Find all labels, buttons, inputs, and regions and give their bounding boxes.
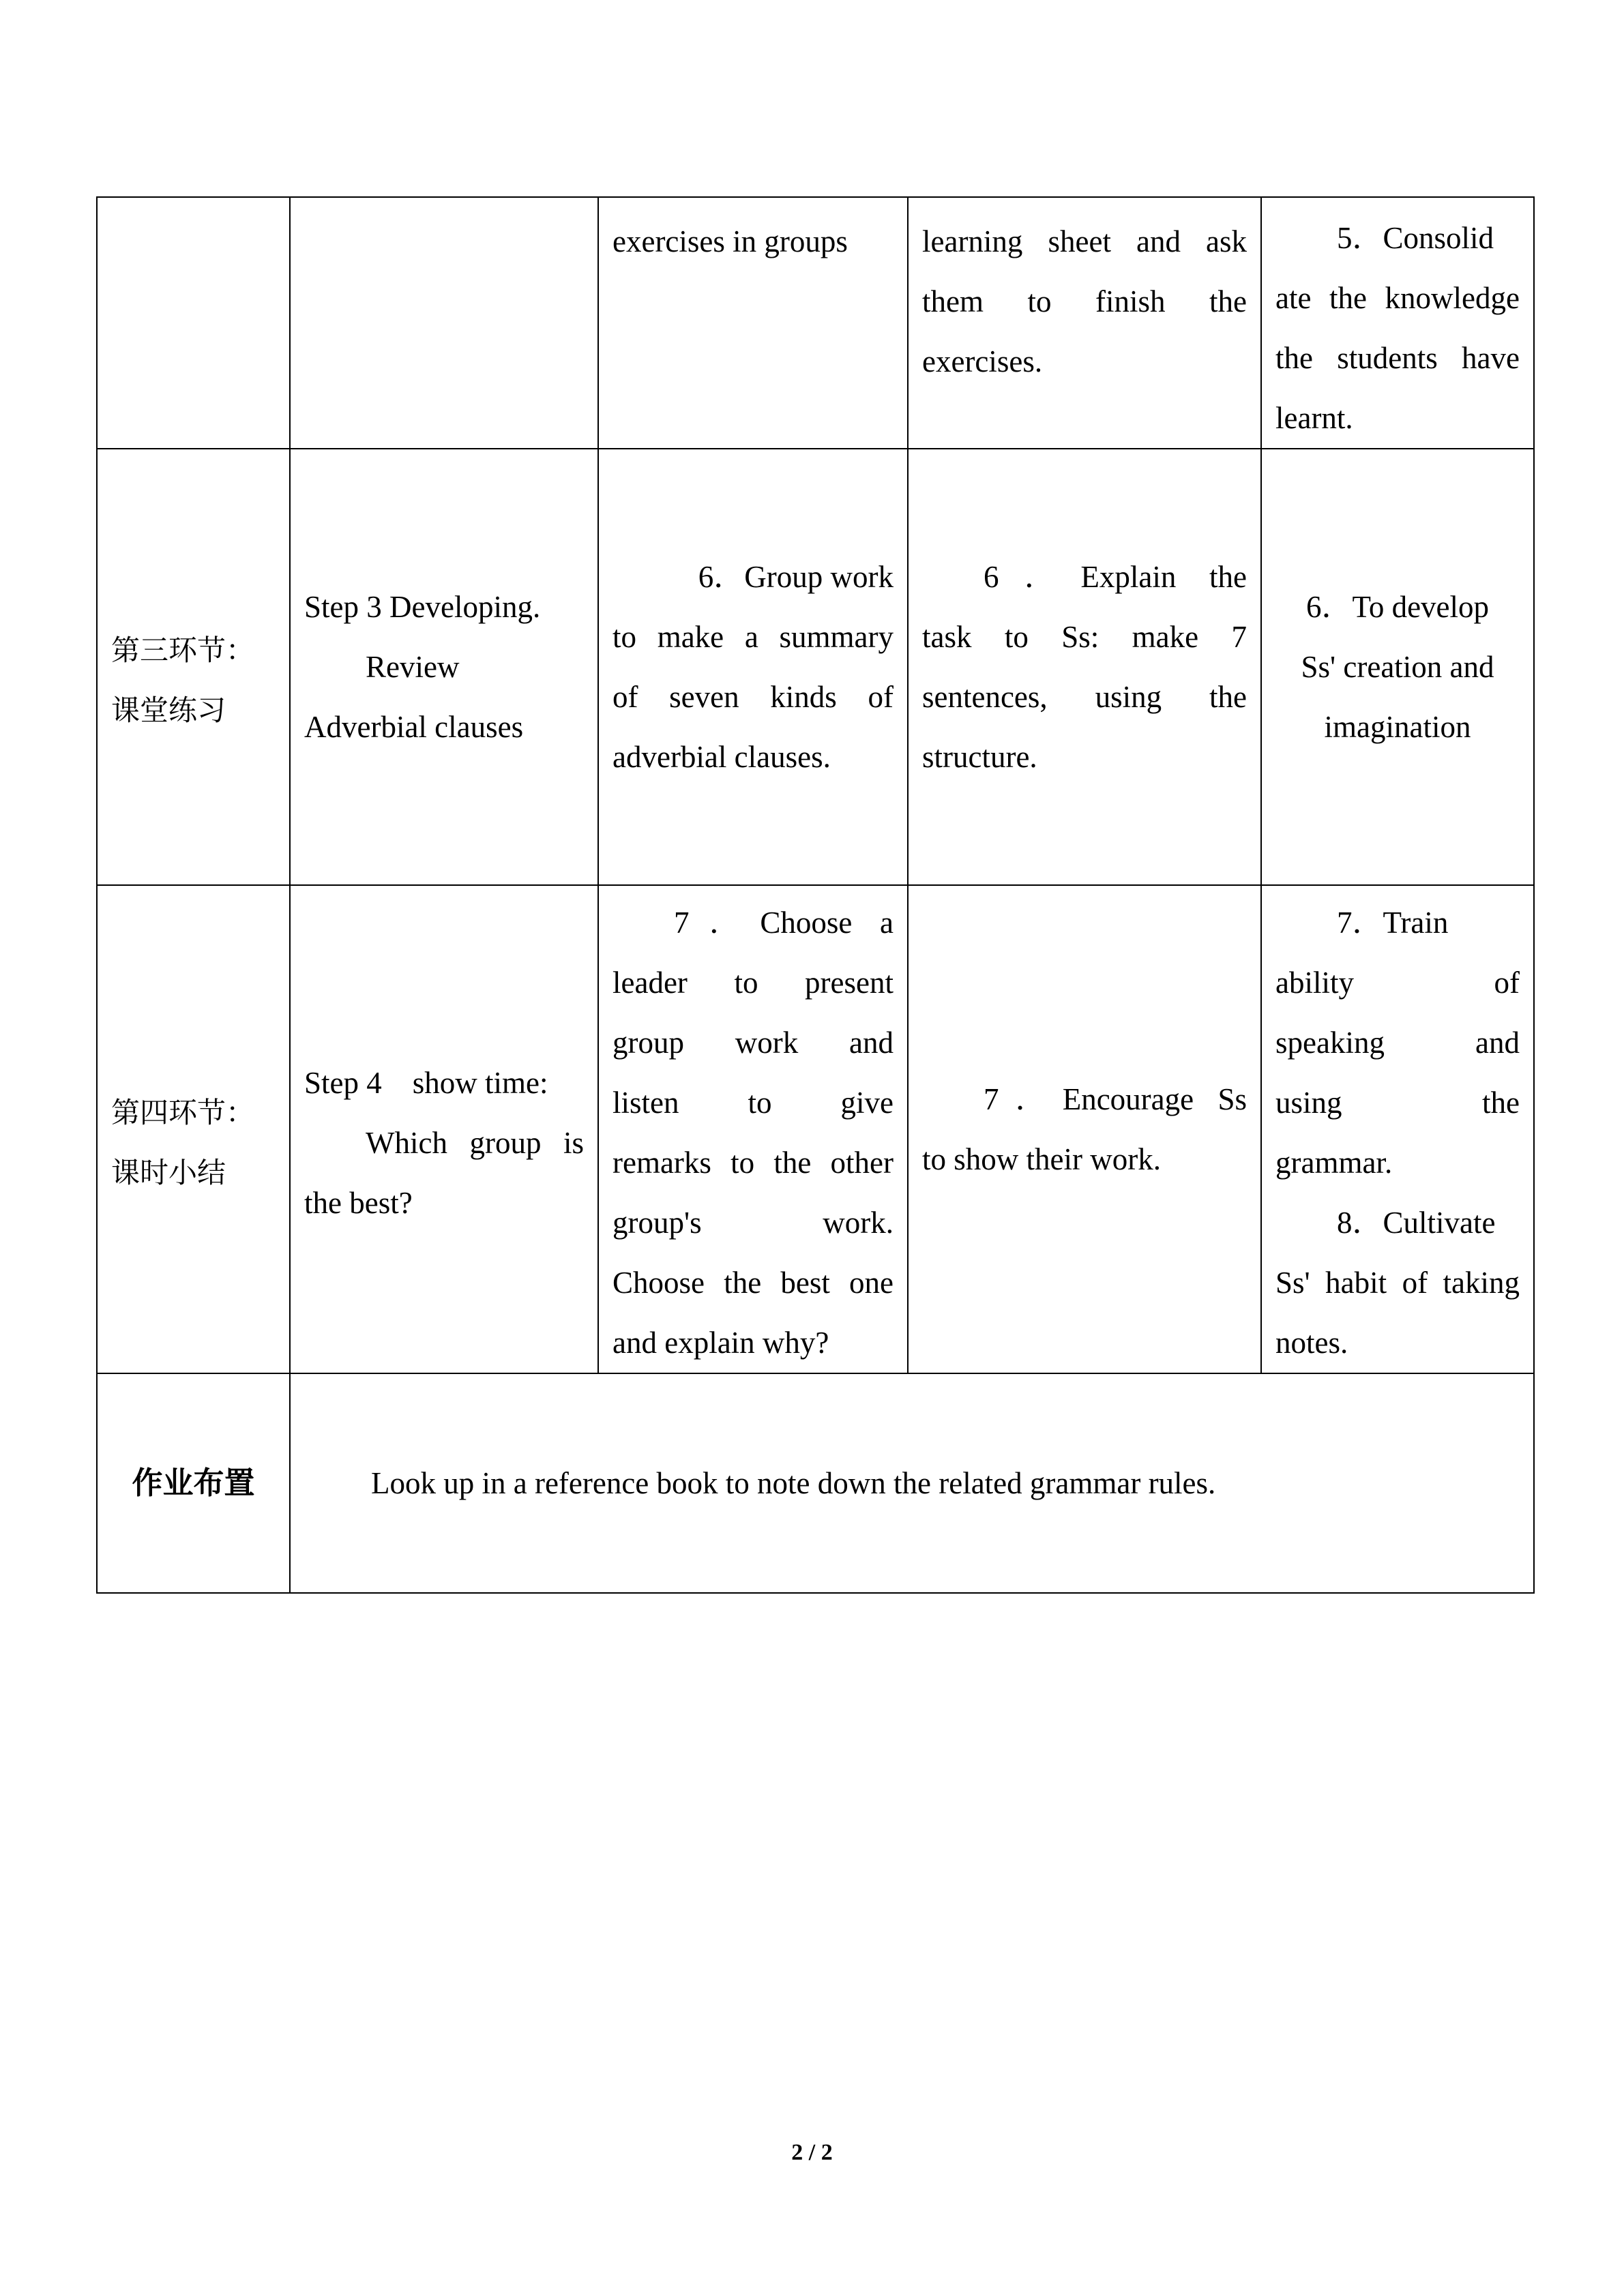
teacher-activity-cell — [908, 885, 1261, 1373]
table-row-continuation — [97, 197, 1534, 449]
cell-line: 7．Choose a — [674, 906, 894, 940]
cell-line: Adverbial clauses — [304, 710, 524, 744]
cell-line: 7．Encourage Ss — [984, 1082, 1247, 1116]
cell-line: learning sheet and ask — [922, 224, 1247, 258]
cell-line: and explain why? — [612, 1326, 829, 1360]
homework-label: 作业布置 — [97, 1373, 290, 1593]
table-row-stage-three — [97, 449, 1534, 885]
cell-line: exercises. — [922, 344, 1043, 378]
cell-line: Ss' creation and — [1301, 650, 1494, 684]
cell-line: Which group is — [366, 1126, 584, 1160]
step-cell — [290, 885, 598, 1373]
cell-line: of seven kinds of — [612, 680, 894, 714]
page-number: 2 / 2 — [791, 2140, 833, 2165]
cell-line: notes. — [1275, 1326, 1348, 1360]
stage-cell-empty — [97, 197, 290, 449]
step-cell-empty — [290, 197, 598, 449]
cell-line: sentences, using the — [922, 680, 1247, 714]
cell-line: 课时小结 — [111, 1156, 226, 1189]
cell-line: Step 3 Developing. — [304, 590, 541, 624]
cell-line: 6．Explain the — [984, 560, 1247, 594]
cell-line: using the — [1275, 1086, 1520, 1120]
cell-line: them to finish the — [922, 284, 1247, 318]
cell-line: Choose the best one — [612, 1266, 894, 1300]
step-cell — [290, 449, 598, 885]
cell-line: exercises in groups — [612, 224, 848, 258]
cell-line: 6．To develop — [1305, 590, 1490, 624]
lesson-plan-table — [96, 196, 1535, 1594]
cell-line: to show their work. — [922, 1142, 1161, 1176]
table-row-homework — [97, 1373, 1534, 1593]
purpose-cell — [1261, 197, 1534, 449]
stage-cell — [97, 449, 290, 885]
teacher-activity-cell — [908, 449, 1261, 885]
table-row-stage-four — [97, 885, 1534, 1373]
cell-line: 6．Group work — [698, 560, 894, 594]
purpose-cell — [1261, 885, 1534, 1373]
cell-line: ate the knowledge — [1275, 281, 1520, 315]
cell-line: remarks to the other — [612, 1146, 894, 1180]
cell-line: leader to present — [612, 966, 894, 1000]
cell-line: Step 4 show time: — [304, 1066, 548, 1100]
cell-line: the best? — [304, 1186, 413, 1220]
cell-line: Review — [366, 650, 460, 684]
cell-line: grammar. — [1275, 1146, 1393, 1180]
cell-line: learnt. — [1275, 401, 1353, 435]
cell-line: 7．Train — [1337, 906, 1449, 940]
cell-line: the students have — [1275, 341, 1520, 375]
cell-line: adverbial clauses. — [612, 740, 831, 774]
students-activity-cell — [598, 885, 908, 1373]
cell-line: 第三环节： — [111, 633, 255, 667]
purpose-cell — [1261, 449, 1534, 885]
cell-line: task to Ss: make 7 — [922, 620, 1247, 654]
cell-line: 课堂练习 — [111, 694, 226, 727]
teacher-activity-cell — [908, 197, 1261, 449]
homework-text: Look up in a reference book to note down the related grammar rules. — [290, 1373, 1534, 1593]
students-activity-cell — [598, 197, 908, 449]
cell-line: to make a summary — [612, 620, 894, 654]
cell-line: Ss' habit of taking — [1275, 1266, 1520, 1300]
cell-line: group work and — [612, 1026, 894, 1060]
cell-line: listen to give — [612, 1086, 894, 1120]
stage-cell — [97, 885, 290, 1373]
students-activity-cell — [598, 449, 908, 885]
cell-line: 8．Cultivate — [1337, 1206, 1496, 1240]
cell-line: 5．Consolid — [1337, 221, 1494, 255]
cell-line: speaking and — [1275, 1026, 1520, 1060]
cell-line: structure. — [922, 740, 1037, 774]
cell-line: group's work. — [612, 1206, 894, 1240]
cell-line: ability of — [1275, 966, 1520, 1000]
cell-line: 第四环节： — [111, 1096, 255, 1129]
cell-line: imagination — [1324, 710, 1471, 744]
